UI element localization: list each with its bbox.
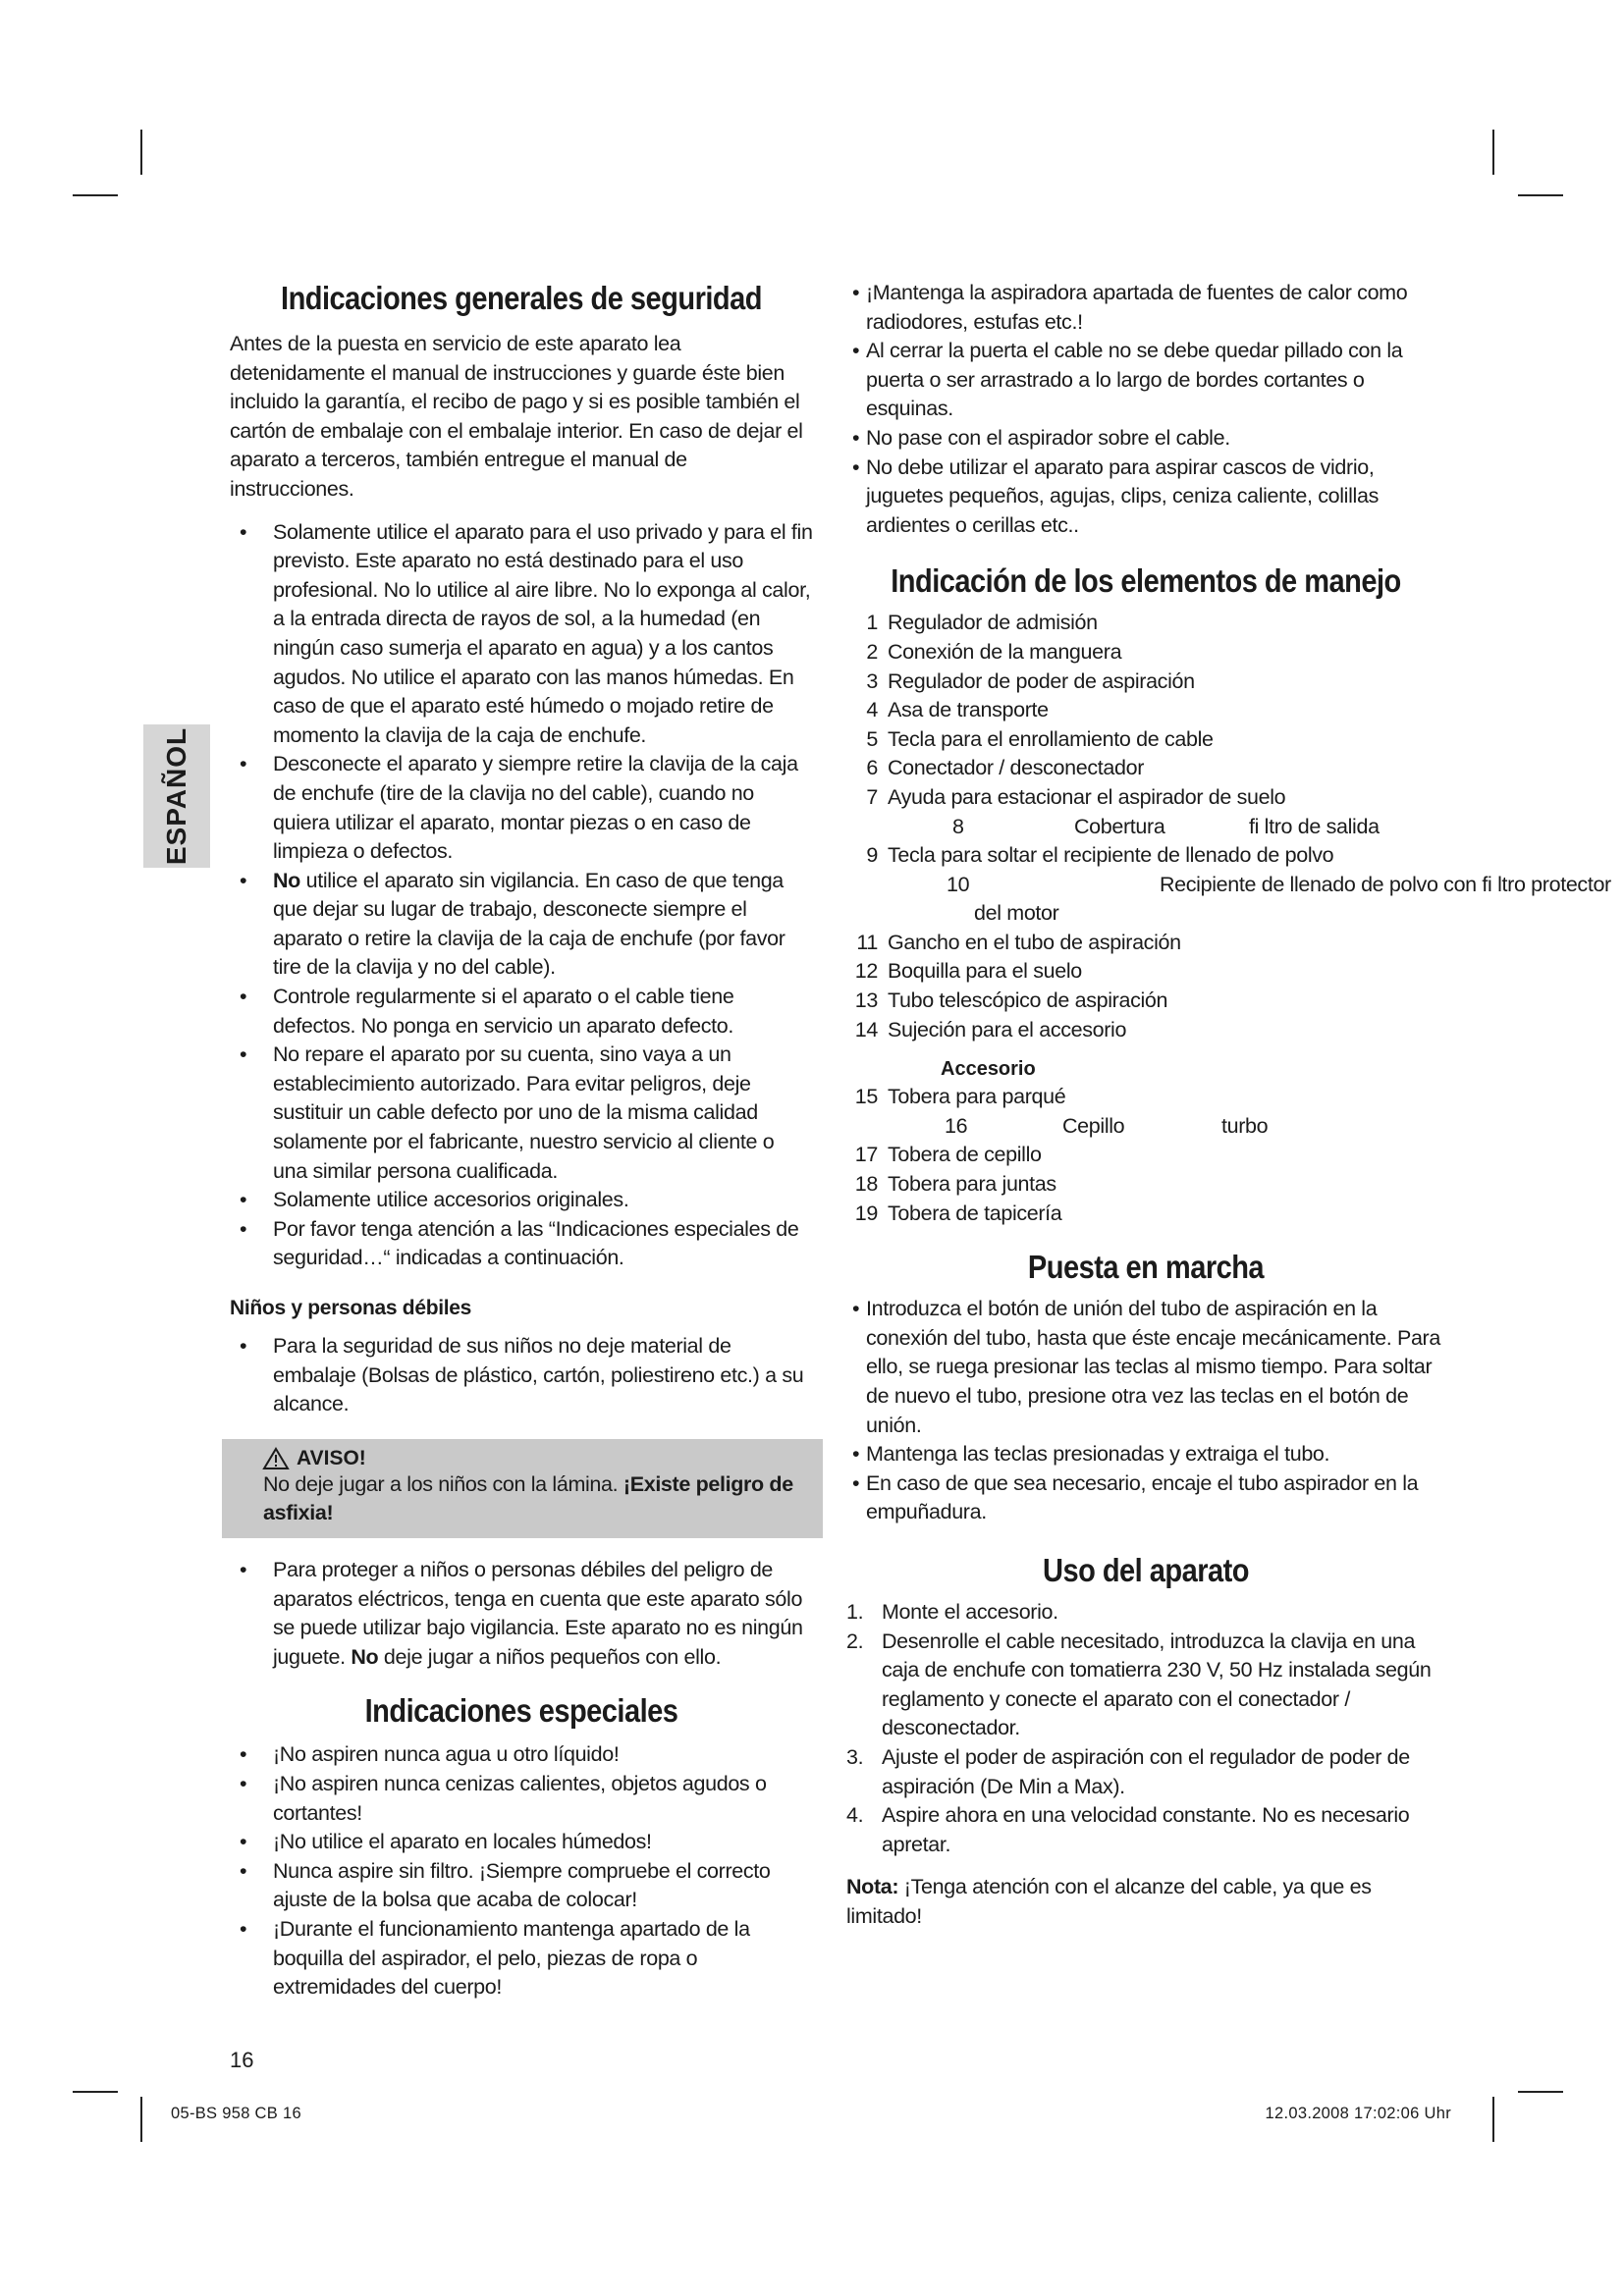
- item-text: Tecla para soltar el recipiente de llenado de polvo: [888, 843, 1334, 868]
- list-item: • No pase con el aspirador sobre el cable.: [846, 424, 1445, 454]
- list-item: [846, 1801, 1445, 1859]
- warning-emphasis: ¡Existe peligro de asfixia!: [263, 1471, 793, 1525]
- item-number: 11: [856, 930, 878, 954]
- list-item: [234, 867, 813, 983]
- crop-mark: [1518, 2091, 1563, 2093]
- item-text: Recipiente de llenado de polvo con fi ltro protector: [1160, 872, 1611, 896]
- list-item: [846, 899, 1445, 929]
- list-item: • Para la seguridad de sus niños no deje material de embalaje (Bolsas de plástico, cartón, poliestireno etc.) a su alcance.: [234, 1332, 813, 1419]
- list-item: [234, 1556, 813, 1672]
- list-item: • Controle regularmente si el aparato o el cable tiene defectos. No ponga en servicio un aparato defecto.: [234, 983, 813, 1041]
- list-item: • Introduzca el botón de unión del tubo de aspiración en la conexión del tubo, hasta que éste encaje mecánicamente. Para ello, se ruega presionar las teclas al mismo tiempo. Para soltar de nuevo el tubo, presione otra vez las teclas en el botón de unión.: [846, 1295, 1445, 1440]
- list-item: [846, 696, 1445, 725]
- item-text: Sujeción para el accesorio: [888, 1017, 1127, 1041]
- item-text: Tobera de tapicería: [888, 1201, 1062, 1225]
- item-number: 18: [854, 1172, 878, 1197]
- list-item: [846, 1200, 1445, 1229]
- item-number: 12: [854, 959, 878, 984]
- item-number: 8: [952, 814, 964, 838]
- list-item: • Desconecte el aparato y siempre retire la clavija de la caja de enchufe (tire de la clavija no del cable), cuando no quiera utilizar el aparato, montar piezas o en caso de limpieza o defectos.: [234, 750, 813, 866]
- emphasis-no: No: [351, 1644, 379, 1669]
- list-item: • Nunca aspire sin filtro. ¡Siempre compruebe el correcto ajuste de la bolsa que acaba de colocar!: [234, 1857, 813, 1915]
- list-item: [846, 1016, 1445, 1045]
- item-number: 13: [854, 988, 878, 1013]
- list-item: [846, 667, 1445, 697]
- emphasis-no: No: [273, 868, 300, 892]
- special-list: [234, 1740, 813, 2002]
- item-text: Aspire ahora en una velocidad constante. No es necesario apretar.: [882, 1803, 1410, 1856]
- crop-mark: [1492, 2097, 1494, 2142]
- right-column: [846, 279, 1611, 1932]
- item-text: Ayuda para estacionar el aspirador de suelo: [888, 784, 1286, 809]
- item-number: 19: [854, 1201, 878, 1225]
- footer-right: 12.03.2008 17:02:06 Uhr: [1265, 2105, 1451, 2122]
- left-column: [230, 277, 813, 2002]
- item-number: 2.: [846, 1629, 864, 1653]
- elements-list: [846, 609, 1611, 1044]
- list-item: • ¡No utilice el aparato en locales húmedos!: [234, 1828, 813, 1857]
- item-text: Regulador de admisión: [888, 611, 1098, 635]
- item-number: 10: [947, 872, 970, 896]
- list-item: • Por favor tenga atención a las “Indicaciones especiales de seguridad…“ indicadas a continuación.: [234, 1215, 813, 1273]
- item-number: 7: [866, 784, 878, 809]
- item-number: 17: [854, 1143, 878, 1167]
- item-number: 16: [945, 1113, 968, 1138]
- item-text: Gancho en el tubo de aspiración: [888, 930, 1181, 954]
- language-tab-label: ESPAÑOL: [161, 726, 191, 866]
- item-number: 9: [866, 843, 878, 868]
- item-text: Regulador de poder de aspiración: [888, 668, 1195, 693]
- warning-body: [263, 1470, 811, 1528]
- heading-elements: Indicación de los elementos de manejo: [891, 562, 1401, 600]
- item-text: Conexión de la manguera: [888, 639, 1122, 664]
- warning-title-text: AVISO!: [297, 1446, 366, 1469]
- list-item-text: deje jugar a niños pequeños con ello.: [378, 1644, 722, 1669]
- item-text: Boquilla para el suelo: [888, 959, 1082, 984]
- list-item: [846, 638, 1445, 667]
- item-text: Ajuste el poder de aspiración con el regulador de poder de aspiración (De Min a Max).: [882, 1744, 1410, 1798]
- item-number: 4.: [846, 1803, 864, 1828]
- warning-box: [222, 1439, 823, 1538]
- list-item: [846, 1083, 1445, 1112]
- list-item: [846, 1743, 1445, 1801]
- item-text: Tubo telescópico de aspiración: [888, 988, 1168, 1013]
- list-item: [846, 957, 1445, 987]
- list-item: [846, 1141, 1445, 1170]
- item-text: Cepillo: [1062, 1113, 1125, 1138]
- language-tab: [143, 724, 210, 868]
- item-number: 1.: [846, 1599, 864, 1624]
- item-text: del motor: [974, 901, 1059, 926]
- list-item: • Al cerrar la puerta el cable no se debe quedar pillado con la puerta o ser arrastrado a lo largo de bordes cortantes o esquinas.: [846, 337, 1445, 424]
- item-text: Conectador / desconectador: [888, 756, 1145, 780]
- usage-list: [846, 1598, 1445, 1859]
- list-item: [846, 813, 1445, 842]
- top-bullet-list: [846, 279, 1445, 540]
- page-number: 16: [230, 2048, 254, 2072]
- list-item: [846, 1170, 1445, 1200]
- heading-special: Indicaciones especiales: [364, 1692, 678, 1730]
- list-item: [846, 841, 1445, 871]
- item-number: 6: [866, 756, 878, 780]
- list-item-text: Para proteger a niños o personas débiles del peligro de aparatos eléctricos, tenga en cuenta que este aparato sólo se puede utilizar bajo vigilancia. Este aparato no es ningún juguete.: [273, 1557, 803, 1669]
- heading-start: Puesta en marcha: [1027, 1249, 1265, 1286]
- item-number: 14: [854, 1017, 878, 1041]
- list-item: • ¡Durante el funcionamiento mantenga apartado de la boquilla del aspirador, el pelo, piezas de ropa o extremidades del cuerpo!: [234, 1915, 813, 2002]
- warning-triangle-icon: [263, 1448, 289, 1469]
- item-text: Desenrolle el cable necesitado, introduzca la clavija en una caja de enchufe con tomatierra 230 V, 50 Hz instalada según reglamento y conecte el aparato con el conectador / desconectador.: [882, 1629, 1432, 1740]
- item-number: 1: [866, 611, 878, 635]
- start-list: [846, 1295, 1445, 1527]
- list-item-text: utilice el aparato sin vigilancia. En caso de que tenga que dejar su lugar de trabajo, desconecte siempre el aparato o retire la clavija de la caja de enchufe (por favor tire de la clavija y no del cable).: [273, 868, 785, 980]
- list-item: [846, 725, 1445, 755]
- item-text: turbo: [1221, 1113, 1269, 1138]
- list-item: • Solamente utilice el aparato para el uso privado y para el fin previsto. Este aparato no está destinado para el uso profesional. No lo utilice al aire libre. No lo exponga al calor, a la entrada directa de rayos de sol, a la humedad (en ningún caso sumerja el aparato en agua) y a los cantos agudos. No utilice el aparato con las manos húmedas. En caso de que el aparato esté húmedo o mojado retire de momento la clavija de la caja de enchufe.: [234, 518, 813, 751]
- list-item: • ¡Mantenga la aspiradora apartada de fuentes de calor como radiodores, estufas etc.!: [846, 279, 1445, 337]
- list-item: [846, 609, 1445, 638]
- list-item: • No repare el aparato por su cuenta, sino vaya a un establecimiento autorizado. Para evitar peligros, deje sustituir un cable defecto por uno de la misma calidad solamente por el fabricante, nuestro servicio al cliente o una similar persona cualificada.: [234, 1041, 813, 1186]
- list-item: [846, 871, 1611, 900]
- note-label: Nota:: [846, 1875, 899, 1899]
- item-number: 4: [866, 698, 878, 722]
- subheading-children: Niños y personas débiles: [230, 1297, 472, 1319]
- item-number: 3.: [846, 1744, 864, 1769]
- item-text: Cobertura: [1074, 814, 1165, 838]
- list-item: • ¡No aspiren nunca cenizas calientes, objetos agudos o cortantes!: [234, 1770, 813, 1828]
- item-text: fi ltro de salida: [1249, 814, 1380, 838]
- item-text: Tobera para parqué: [888, 1085, 1066, 1109]
- list-item: [846, 1598, 1445, 1628]
- crop-mark: [140, 130, 142, 175]
- warning-text: No deje jugar a los niños con la lámina.: [263, 1471, 623, 1496]
- children-list: [234, 1332, 813, 1419]
- crop-mark: [1492, 130, 1494, 175]
- list-item: • ¡No aspiren nunca agua u otro líquido!: [234, 1740, 813, 1770]
- list-item: • No debe utilizar el aparato para aspirar cascos de vidrio, juguetes pequeños, agujas, clips, ceniza caliente, colillas ardientes o cerillas etc..: [846, 454, 1445, 541]
- list-item: [846, 987, 1445, 1016]
- item-number: 2: [866, 639, 878, 664]
- intro-text: Antes de la puesta en servicio de este aparato lea detenidamente el manual de instrucciones y guarde éste bien incluido la garantía, el recibo de pago y si es posible también el cartón de embalaje con el embalaje interior. En caso de dejar el aparato a terceros, también entregue el manual de instrucciones.: [230, 332, 803, 501]
- children-list-2: [234, 1556, 813, 1672]
- item-text: Tobera de cepillo: [888, 1143, 1042, 1167]
- item-number: 15: [854, 1085, 878, 1109]
- list-item: [846, 1112, 1445, 1142]
- item-number: 3: [866, 668, 878, 693]
- item-text: Asa de transporte: [888, 698, 1049, 722]
- item-text: Monte el accesorio.: [882, 1599, 1058, 1624]
- warning-title: [263, 1447, 811, 1470]
- item-text: Tobera para juntas: [888, 1172, 1056, 1197]
- list-item: • En caso de que sea necesario, encaje el tubo aspirador en la empuñadura.: [846, 1469, 1445, 1527]
- list-item: • Solamente utilice accesorios originales.: [234, 1186, 813, 1215]
- item-text: Tecla para el enrollamiento de cable: [888, 726, 1214, 751]
- heading-usage: Uso del aparato: [1043, 1551, 1249, 1588]
- item-number: 5: [866, 726, 878, 751]
- note: [846, 1873, 1445, 1931]
- list-item: [846, 1628, 1445, 1743]
- accessory-heading: Accesorio: [941, 1058, 1036, 1081]
- accessory-list: [846, 1083, 1445, 1228]
- heading-general-safety: Indicaciones generales de seguridad: [281, 280, 762, 316]
- crop-mark: [73, 2091, 118, 2093]
- list-item: • Mantenga las teclas presionadas y extraiga el tubo.: [846, 1440, 1445, 1469]
- safety-list: [234, 518, 813, 1273]
- note-text: ¡Tenga atención con el alcanze del cable, ya que es limitado!: [846, 1875, 1372, 1928]
- list-item: [846, 754, 1445, 783]
- list-item: [846, 929, 1445, 958]
- crop-mark: [1518, 194, 1563, 196]
- footer-left: 05-BS 958 CB 16: [171, 2105, 301, 2122]
- list-item: [846, 783, 1445, 813]
- crop-mark: [140, 2097, 142, 2142]
- crop-mark: [73, 194, 118, 196]
